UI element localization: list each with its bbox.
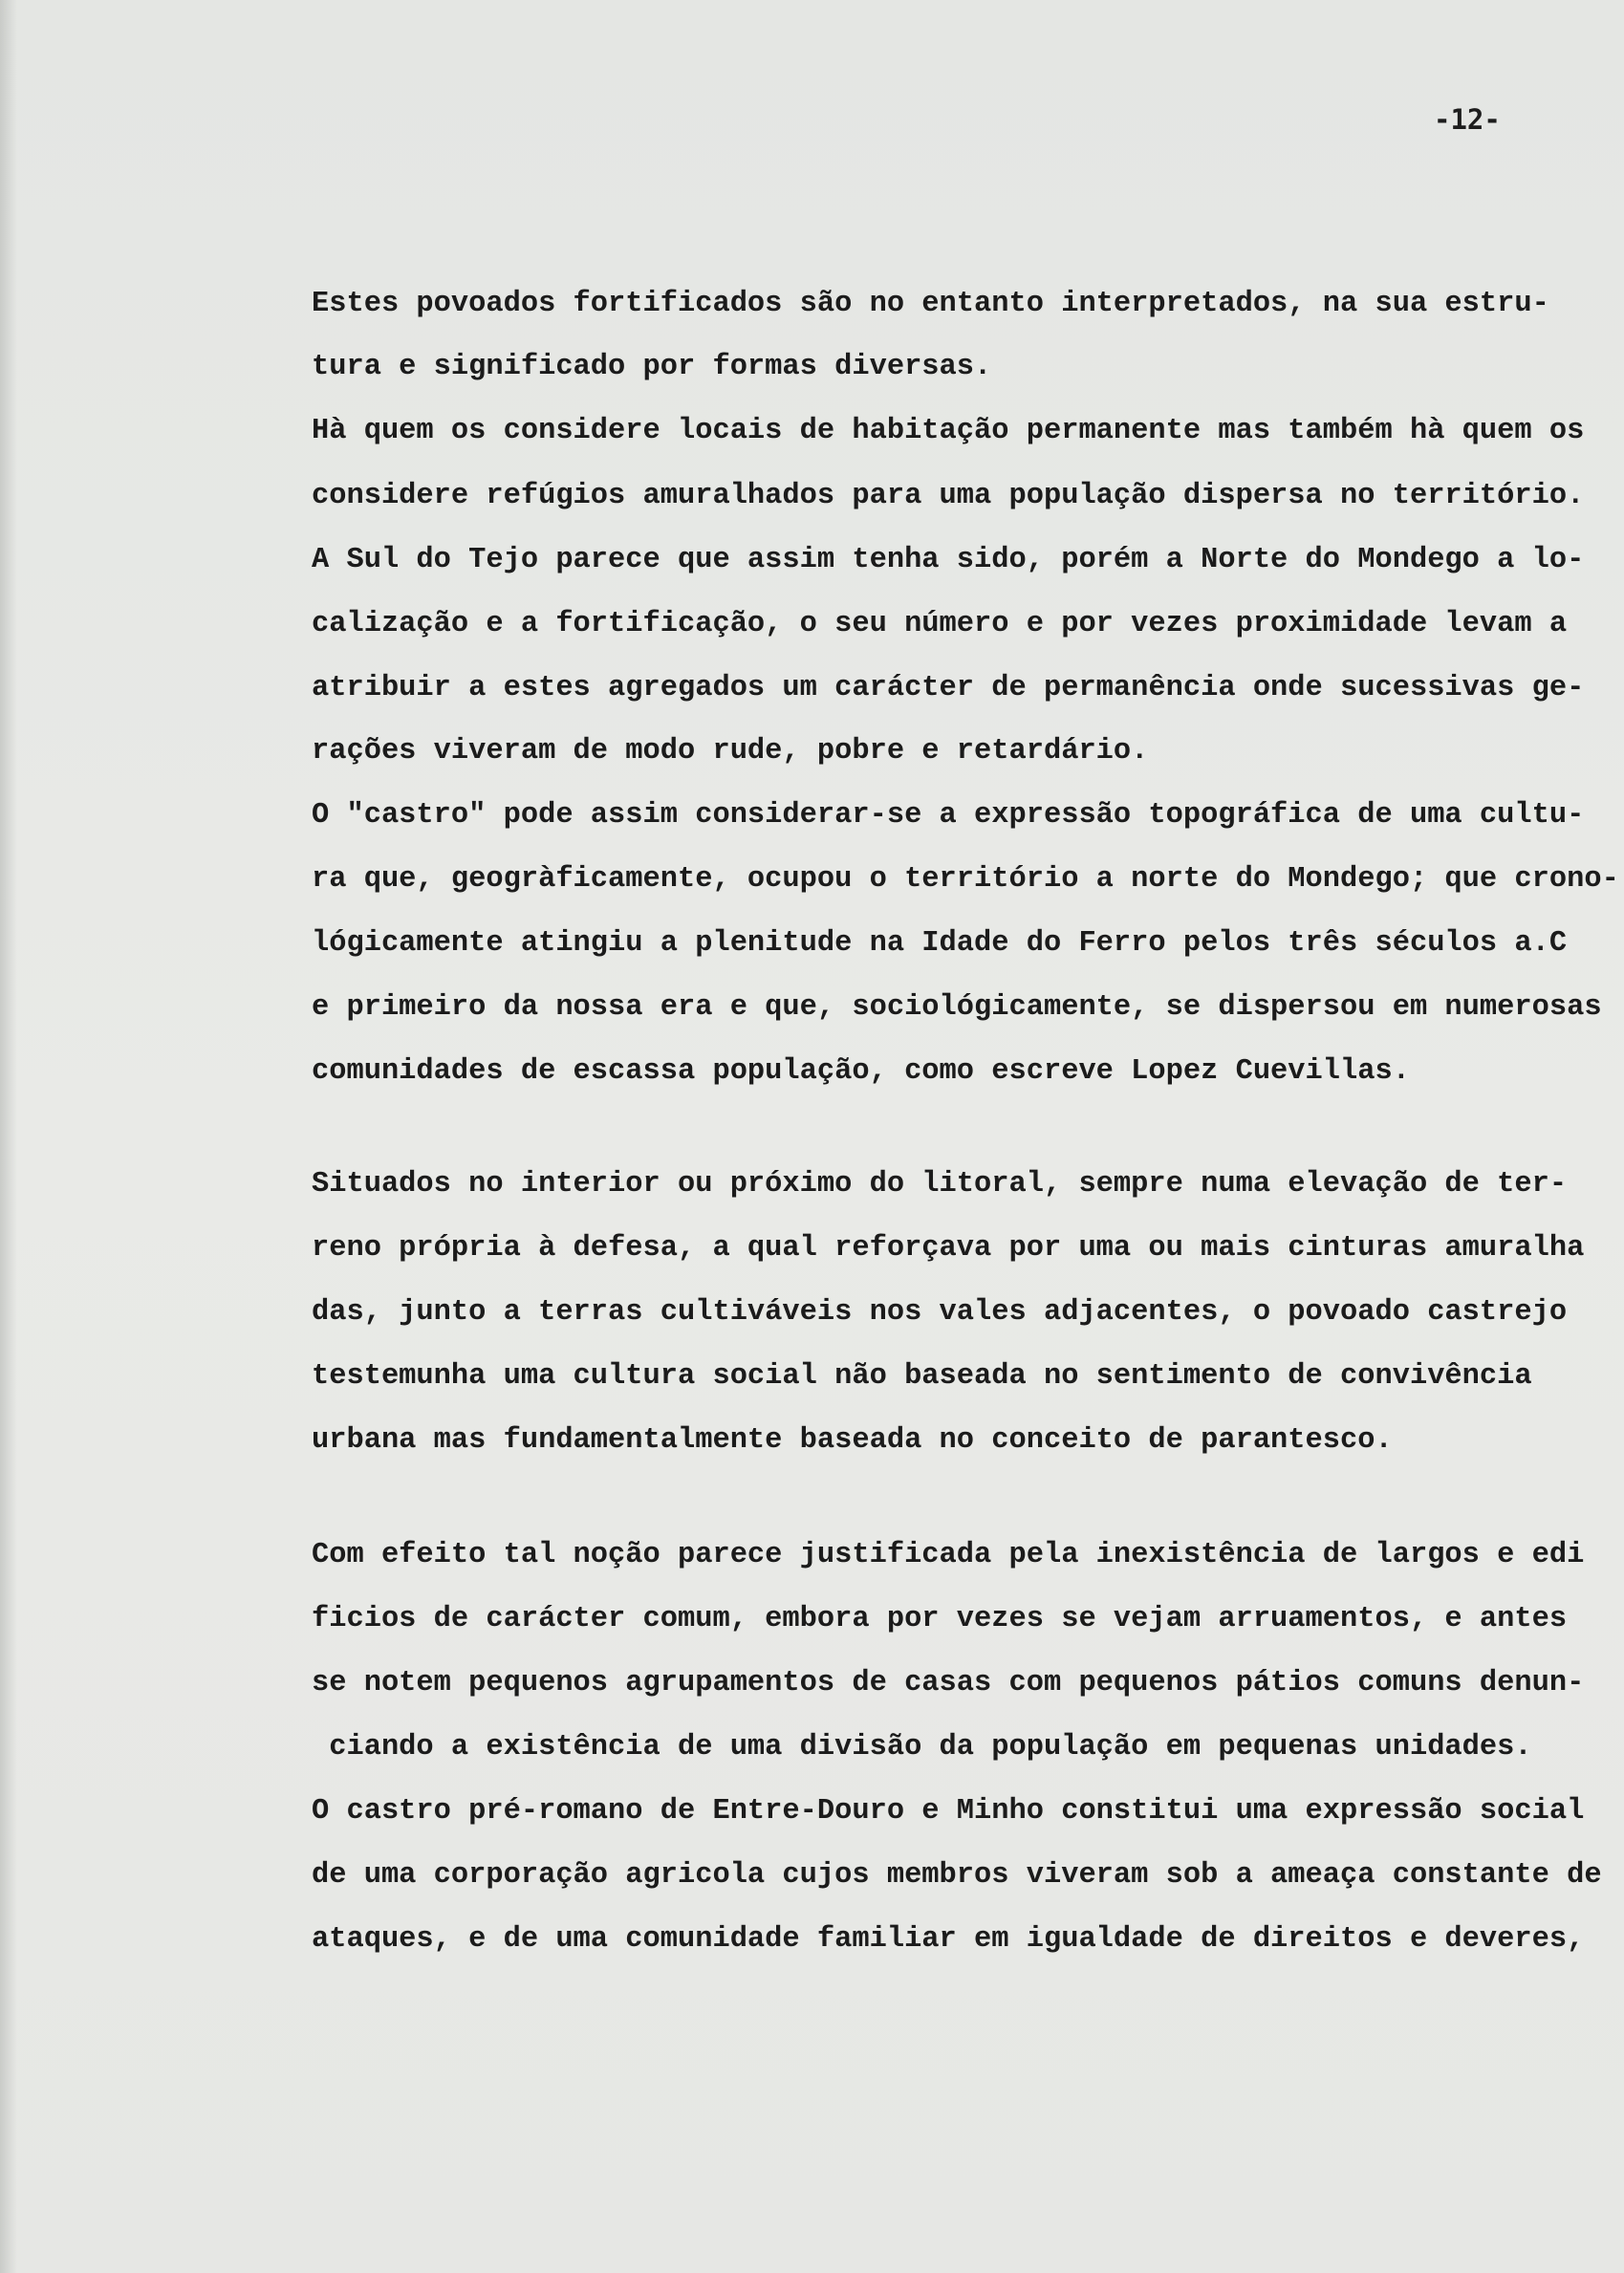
text-line: O "castro" pode assim considerar-se a expressão topográfica de uma cultu- (312, 799, 1585, 832)
text-line: comunidades de escassa população, como escreve Lopez Cuevillas. (312, 1055, 1410, 1088)
text-line: Com efeito tal noção parece justificada pela inexistência de largos e edi (312, 1539, 1585, 1571)
body-text (312, 0, 1619, 2273)
text-line: testemunha uma cultura social não baseada no sentimento de convivência (312, 1360, 1532, 1393)
text-line: se notem pequenos agrupamentos de casas com pequenos pátios comuns denun- (312, 1667, 1585, 1699)
text-line: A Sul do Tejo parece que assim tenha sido, porém a Norte do Mondego a lo- (312, 544, 1585, 576)
text-line: Hà quem os considere locais de habitação permanente mas também hà quem os (312, 415, 1585, 447)
text-line: Situados no interior ou próximo do litoral, sempre numa elevação de ter- (312, 1168, 1568, 1201)
text-line: calização e a fortificação, o seu número e por vezes proximidade levam a (312, 608, 1568, 640)
page-number: -12- (1434, 103, 1501, 136)
text-line: tura e significado por formas diversas. (312, 351, 992, 383)
text-line: urbana mas fundamentalmente baseada no conceito de parantesco. (312, 1424, 1393, 1457)
text-line: de uma corporação agricola cujos membros viveram sob a ameaça constante de (312, 1859, 1602, 1892)
text-line: Estes povoados fortificados são no entanto interpretados, na sua estru- (312, 288, 1549, 320)
text-line: ataques, e de uma comunidade familiar em igualdade de direitos e deveres, (312, 1923, 1585, 1956)
text-line: rações viveram de modo rude, pobre e retardário. (312, 735, 1149, 768)
text-line: e primeiro da nossa era e que, sociológicamente, se dispersou em numerosas (312, 991, 1602, 1024)
page-edge-shadow (0, 0, 17, 2273)
text-line: ciando a existência de uma divisão da população em pequenas unidades. (312, 1731, 1532, 1764)
text-line: lógicamente atingiu a plenitude na Idade do Ferro pelos três séculos a.C (312, 927, 1568, 960)
text-line: reno própria à defesa, a qual reforçava por uma ou mais cinturas amuralha (312, 1232, 1585, 1265)
text-line: atribuir a estes agregados um carácter de permanência onde sucessivas ge- (312, 672, 1585, 704)
text-line: considere refúgios amuralhados para uma população dispersa no território. (312, 480, 1585, 512)
text-line: O castro pré-romano de Entre-Douro e Minho constitui uma expressão social (312, 1795, 1585, 1828)
text-line: ficios de carácter comum, embora por vezes se vejam arruamentos, e antes (312, 1603, 1568, 1635)
text-line: das, junto a terras cultiváveis nos vales adjacentes, o povoado castrejo (312, 1296, 1568, 1329)
text-line: ra que, geogràficamente, ocupou o território a norte do Mondego; que crono- (312, 863, 1619, 896)
